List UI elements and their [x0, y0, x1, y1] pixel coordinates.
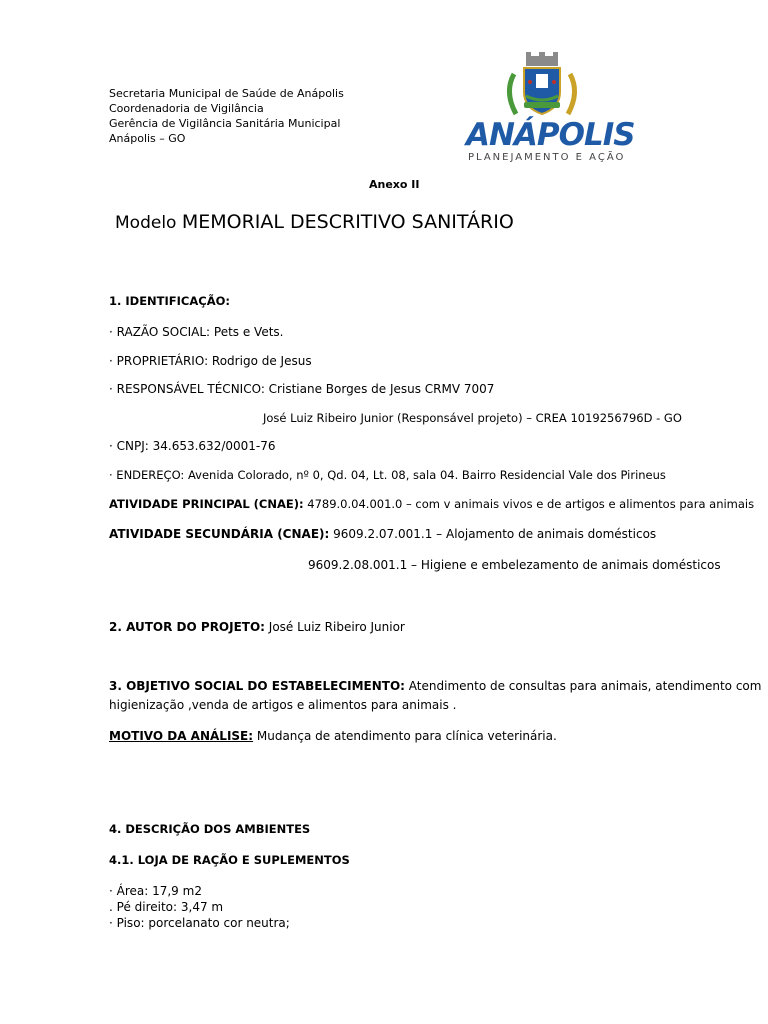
autor-label: 2. AUTOR DO PROJETO:	[109, 620, 265, 634]
anapolis-logo	[466, 52, 635, 164]
autor-value: José Luiz Ribeiro Junior	[264, 620, 405, 634]
responsavel-projeto: José Luiz Ribeiro Junior (Responsável projeto) – CREA 1019256796D - GO	[263, 411, 682, 425]
atividade-principal-value: 4789.0.04.001.0 – com v animais vivos e de artigos e alimentos para animais	[303, 497, 755, 511]
atividade-secundaria-value: 9609.2.07.001.1 – Alojamento de animais domésticos	[329, 527, 657, 541]
section-identificacao-heading: 1. IDENTIFICAÇÃO:	[109, 294, 230, 308]
atividade-principal	[109, 496, 754, 512]
objetivo-social	[109, 678, 761, 694]
responsavel-tecnico: · RESPONSÁVEL TÉCNICO: Cristiane Borges de Jesus CRMV 7007	[109, 382, 495, 396]
piso: · Piso: porcelanato cor neutra;	[109, 916, 290, 930]
objetivo-social-continuacao: higienização ,venda de artigos e alimentos para animais .	[109, 698, 457, 712]
razao-social: · RAZÃO SOCIAL: Pets e Vets.	[109, 325, 284, 339]
header-line-cidade: Anápolis – GO	[109, 132, 186, 145]
pe-direito: . Pé direito: 3,47 m	[109, 900, 224, 914]
title-main: MEMORIAL DESCRITIVO SANITÁRIO	[181, 211, 514, 233]
motivo-label: MOTIVO DA ANÁLISE:	[109, 729, 254, 743]
motivo-value: Mudança de atendimento para clínica veterinária.	[253, 729, 557, 743]
motivo-da-analise	[109, 728, 557, 744]
atividade-secundaria	[109, 526, 656, 542]
objetivo-label: 3. OBJETIVO SOCIAL DO ESTABELECIMENTO:	[109, 679, 405, 693]
atividade-secundaria-label: ATIVIDADE SECUNDÁRIA (CNAE):	[109, 527, 330, 541]
page-title	[115, 210, 514, 235]
header-line-gerencia: Gerência de Vigilância Sanitária Municipal	[109, 117, 341, 130]
atividade-principal-label: ATIVIDADE PRINCIPAL (CNAE):	[109, 497, 304, 511]
endereco: · ENDEREÇO: Avenida Colorado, nº 0, Qd. 04, Lt. 08, sala 04. Bairro Residencial Vale dos Pirineus	[109, 468, 666, 482]
loja-racao-heading: 4.1. LOJA DE RAÇÃO E SUPLEMENTOS	[109, 853, 350, 867]
header-line-secretaria: Secretaria Municipal de Saúde de Anápolis	[109, 87, 344, 100]
proprietario: · PROPRIETÁRIO: Rodrigo de Jesus	[109, 354, 312, 368]
logo-wordmark: ANÁPOLIS	[466, 117, 635, 153]
cnpj: · CNPJ: 34.653.632/0001-76	[109, 439, 276, 453]
section-ambientes-heading: 4. DESCRIÇÃO DOS AMBIENTES	[109, 822, 311, 836]
logo-tagline: PLANEJAMENTO E AÇÃO	[468, 152, 626, 163]
autor-do-projeto	[109, 619, 405, 635]
header-line-coordenadoria: Coordenadoria de Vigilância	[109, 102, 264, 115]
objetivo-value: Atendimento de consultas para animais, atendimento com	[404, 679, 762, 693]
annex-label: Anexo II	[369, 178, 420, 191]
area: · Área: 17,9 m2	[109, 884, 202, 898]
atividade-secundaria-2: 9609.2.08.001.1 – Higiene e embelezamento de animais domésticos	[308, 558, 721, 572]
title-prefix: Modelo	[115, 213, 182, 233]
